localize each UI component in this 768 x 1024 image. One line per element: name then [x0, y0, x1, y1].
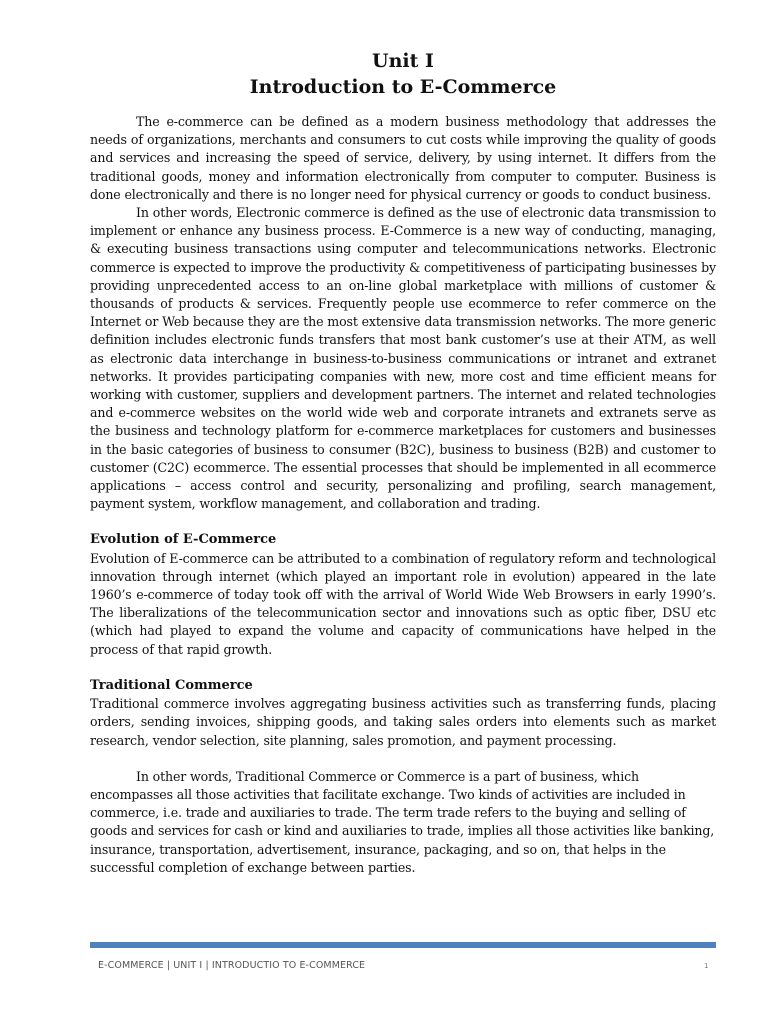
page-title: Introduction to E-Commerce: [249, 76, 557, 98]
traditional-heading: Traditional Commerce: [90, 677, 253, 693]
section-spacer: [90, 659, 716, 677]
intro-paragraph-1: The e-commerce can be defined as a modern business methodology that addresses the needs of organizations, merchants and consumers to cut costs while improving the quality of goods and services and increasing the speed of service, delivery, by using internet. It differs from the traditional goods, money and information electronically from computer to computer. Business is done electronically and there is no longer need for physical currency or goods to conduct business.: [90, 114, 716, 202]
traditional-paragraph-2: In other words, Traditional Commerce or Commerce is a part of business, which encompasses all those activities that facilitate exchange. Two kinds of activities are included in commerce, i.e. trade and auxiliaries to trade. The term trade refers to the buying and selling of goods and services for cash or kind and auxiliaries to trade, implies all those activities like banking, insurance, transportation, advertisement, insurance, packaging, and so on, that helps in the successful completion of exchange between parties.: [90, 768, 715, 875]
document-page: [90, 48, 716, 877]
traditional-paragraph-1: Traditional commerce involves aggregating business activities such as transferring funds, placing orders, sending invoices, shipping goods, and taking sales orders into elements such as market research, vendor selection, site planning, sales promotion, and payment processing.: [90, 696, 716, 748]
intro-paragraph-2: In other words, Electronic commerce is defined as the use of electronic data transmission to implement or enhance any business process. E-Commerce is a new way of conducting, managing, & executing business transactions using computer and telecommunications networks. Electronic commerce is expected to improve the productivity & competitiveness of participating businesses by providing unprecedented access to an on-line global marketplace with millions of customer & thousands of products & services. Frequently people use ecommerce to refer commerce on the Internet or Web because they are the most extensive data transmission networks. The more generic definition includes electronic funds transfers that most bank customer’s use at their ATM, as well as electronic data interchange in business-to-business communications or intranet and extranet networks. It provides participating companies with new, more cost and time efficient means for working with customer, suppliers and development partners. The internet and related technologies and e-commerce websites on the world wide web and corporate intranets and extranets serve as the business and technology platform for e-commerce marketplaces for customers and businesses in the basic categories of business to consumer (B2C), business to business (B2B) and customer to customer (C2C) ecommerce. The essential processes that should be implemented in all ecommerce applications – access control and security, personalizing and profiling, search management, payment system, workflow management, and collaboration and trading.: [90, 205, 716, 512]
section-spacer: [90, 513, 716, 531]
footer-label: E-COMMERCE | UNIT I | INTRODUCTIO TO E-COMMERCE: [98, 960, 366, 971]
footer-rule: [90, 942, 716, 948]
page-number: 1: [704, 962, 709, 970]
evolution-paragraph: Evolution of E-commerce can be attributed to a combination of regulatory reform and technological innovation through internet (which played an important role in evolution) appeared in the late 1960’s e-commerce of today took off with the arrival of World Wide Web Browsers in early 1990’s. The liberalizations of the telecommunication sector and innovations such as optic fiber, DSU etc (which had played to expand the volume and capacity of communications have helped in the process of that rapid growth.: [90, 550, 716, 657]
evolution-heading: Evolution of E-Commerce: [90, 532, 277, 548]
unit-heading: Unit I: [372, 50, 434, 72]
section-spacer: [90, 750, 716, 768]
